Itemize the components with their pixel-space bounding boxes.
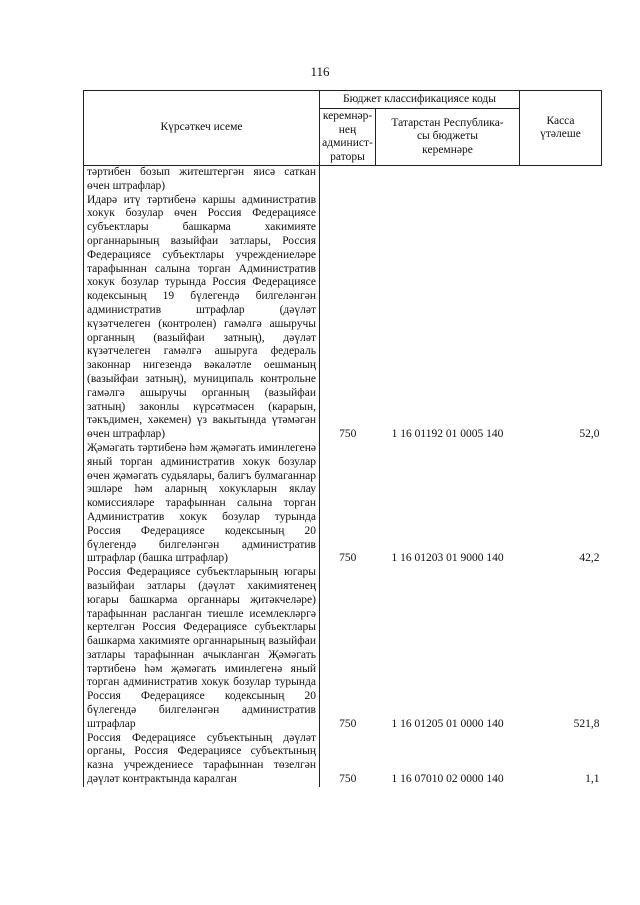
table-row — [84, 194, 602, 442]
row-code: 1 16 01203 01 9000 140 — [391, 552, 504, 565]
row-admin: 750 — [339, 773, 357, 786]
row-admin: 750 — [339, 717, 357, 730]
row-admin — [320, 166, 376, 194]
header-indicator-name: Күрсәткеч исеме — [84, 91, 320, 166]
row-amount: 521,8 — [573, 717, 600, 730]
header-revenue-administrator: керемнәр- нең админист- раторы — [320, 109, 376, 166]
header-budget-classification: Бюджет классификациясе коды — [320, 91, 520, 109]
row-admin: 750 — [339, 428, 357, 441]
table-row — [84, 566, 602, 732]
row-name: Җәмәгать тәртибенә һәм җәмәгать иминлегенә яный торган административ хокук бозулар өчен җәмәгать судьялары, балигъ булмаганнар эшләре һәм аларның хокукларын яклау комиссияләре тарафыннан салына торган Административ хокук бозулар турында Россия Федерациясе кодексының 20 бүлегендә билгеләнгән административ штрафлар (башка штрафлар) — [84, 442, 320, 566]
row-code: 1 16 07010 02 0000 140 — [391, 773, 504, 786]
row-amount: 42,2 — [579, 552, 600, 565]
row-amount: 52,0 — [579, 428, 600, 441]
row-code: 1 16 01205 01 0000 140 — [391, 717, 504, 730]
row-admin: 750 — [339, 552, 357, 565]
row-code: 1 16 01192 01 0005 140 — [391, 428, 504, 441]
table-row — [84, 442, 602, 566]
table-row — [84, 732, 602, 787]
header-tatarstan-budget-revenues: Татарстан Республика- сы бюджеты керемнәре — [376, 109, 520, 166]
row-amount — [520, 166, 602, 194]
row-name: Россия Федерациясе субъектының дәүләт органы, Россия Федерациясе субъектының казна учреждениесе тарафыннан төзелгән дәүләт контрактында каралган — [84, 732, 320, 787]
page-number: 116 — [310, 64, 330, 79]
row-name: Россия Федерациясе субъектларының югары вазыйфаи затлары (дәүләт хакимиятенең югары башкарма органнары җитәкчеләре) тарафыннан расланган тиешле исемлекләргә кертелгән Россия Федерациясе субъектлары башкарма хакимияте органнарының вазыйфаи затлары тарафыннан ачыкланган Җәмәгать тәртибенә һәм җәмәгать иминлегенә яный торган административ хокук бозулар турында Россия Федерациясе кодексының 20 бүлегендә билгеләнгән административ штрафлар — [84, 566, 320, 732]
row-amount: 1,1 — [585, 773, 600, 786]
table-row — [84, 166, 602, 194]
row-name: тәртибен бозып житештергән яисә саткан өчен штрафлар) — [84, 166, 320, 194]
row-code — [376, 166, 520, 194]
row-name: Идарә итү тәртибенә каршы административ хокук бозулар өчен Россия Федерациясе субъектлары башкарма хакимияте органнарының вазыйфаи затлары, Россия Федерациясе субъектлары учреждениеләре тарафыннан салына торган Административ хокук бозулар турында Россия Федерациясе кодексының 19 бүлегендә билгеләнгән административ штрафлар (дәүләт күзәтчелеген (контролен) гамәлгә ашыручы органның (вазыйфаи затның), дәүләт күзәтчелеген гамәлгә ашыруга федераль законнар нигезендә вәкаләтле оешманың (вазыйфаи затның), муниципаль контрольне гамәлгә ашыручы органның (вазыйфаи затның) законлы күрсәтмәсен (карарын, тәкъдимен, хәкемен) үз вакытында үтәмәгән өчен штрафлар) — [84, 194, 320, 442]
budget-table — [83, 90, 602, 787]
header-cash-execution: Касса үтәлеше — [520, 91, 602, 166]
